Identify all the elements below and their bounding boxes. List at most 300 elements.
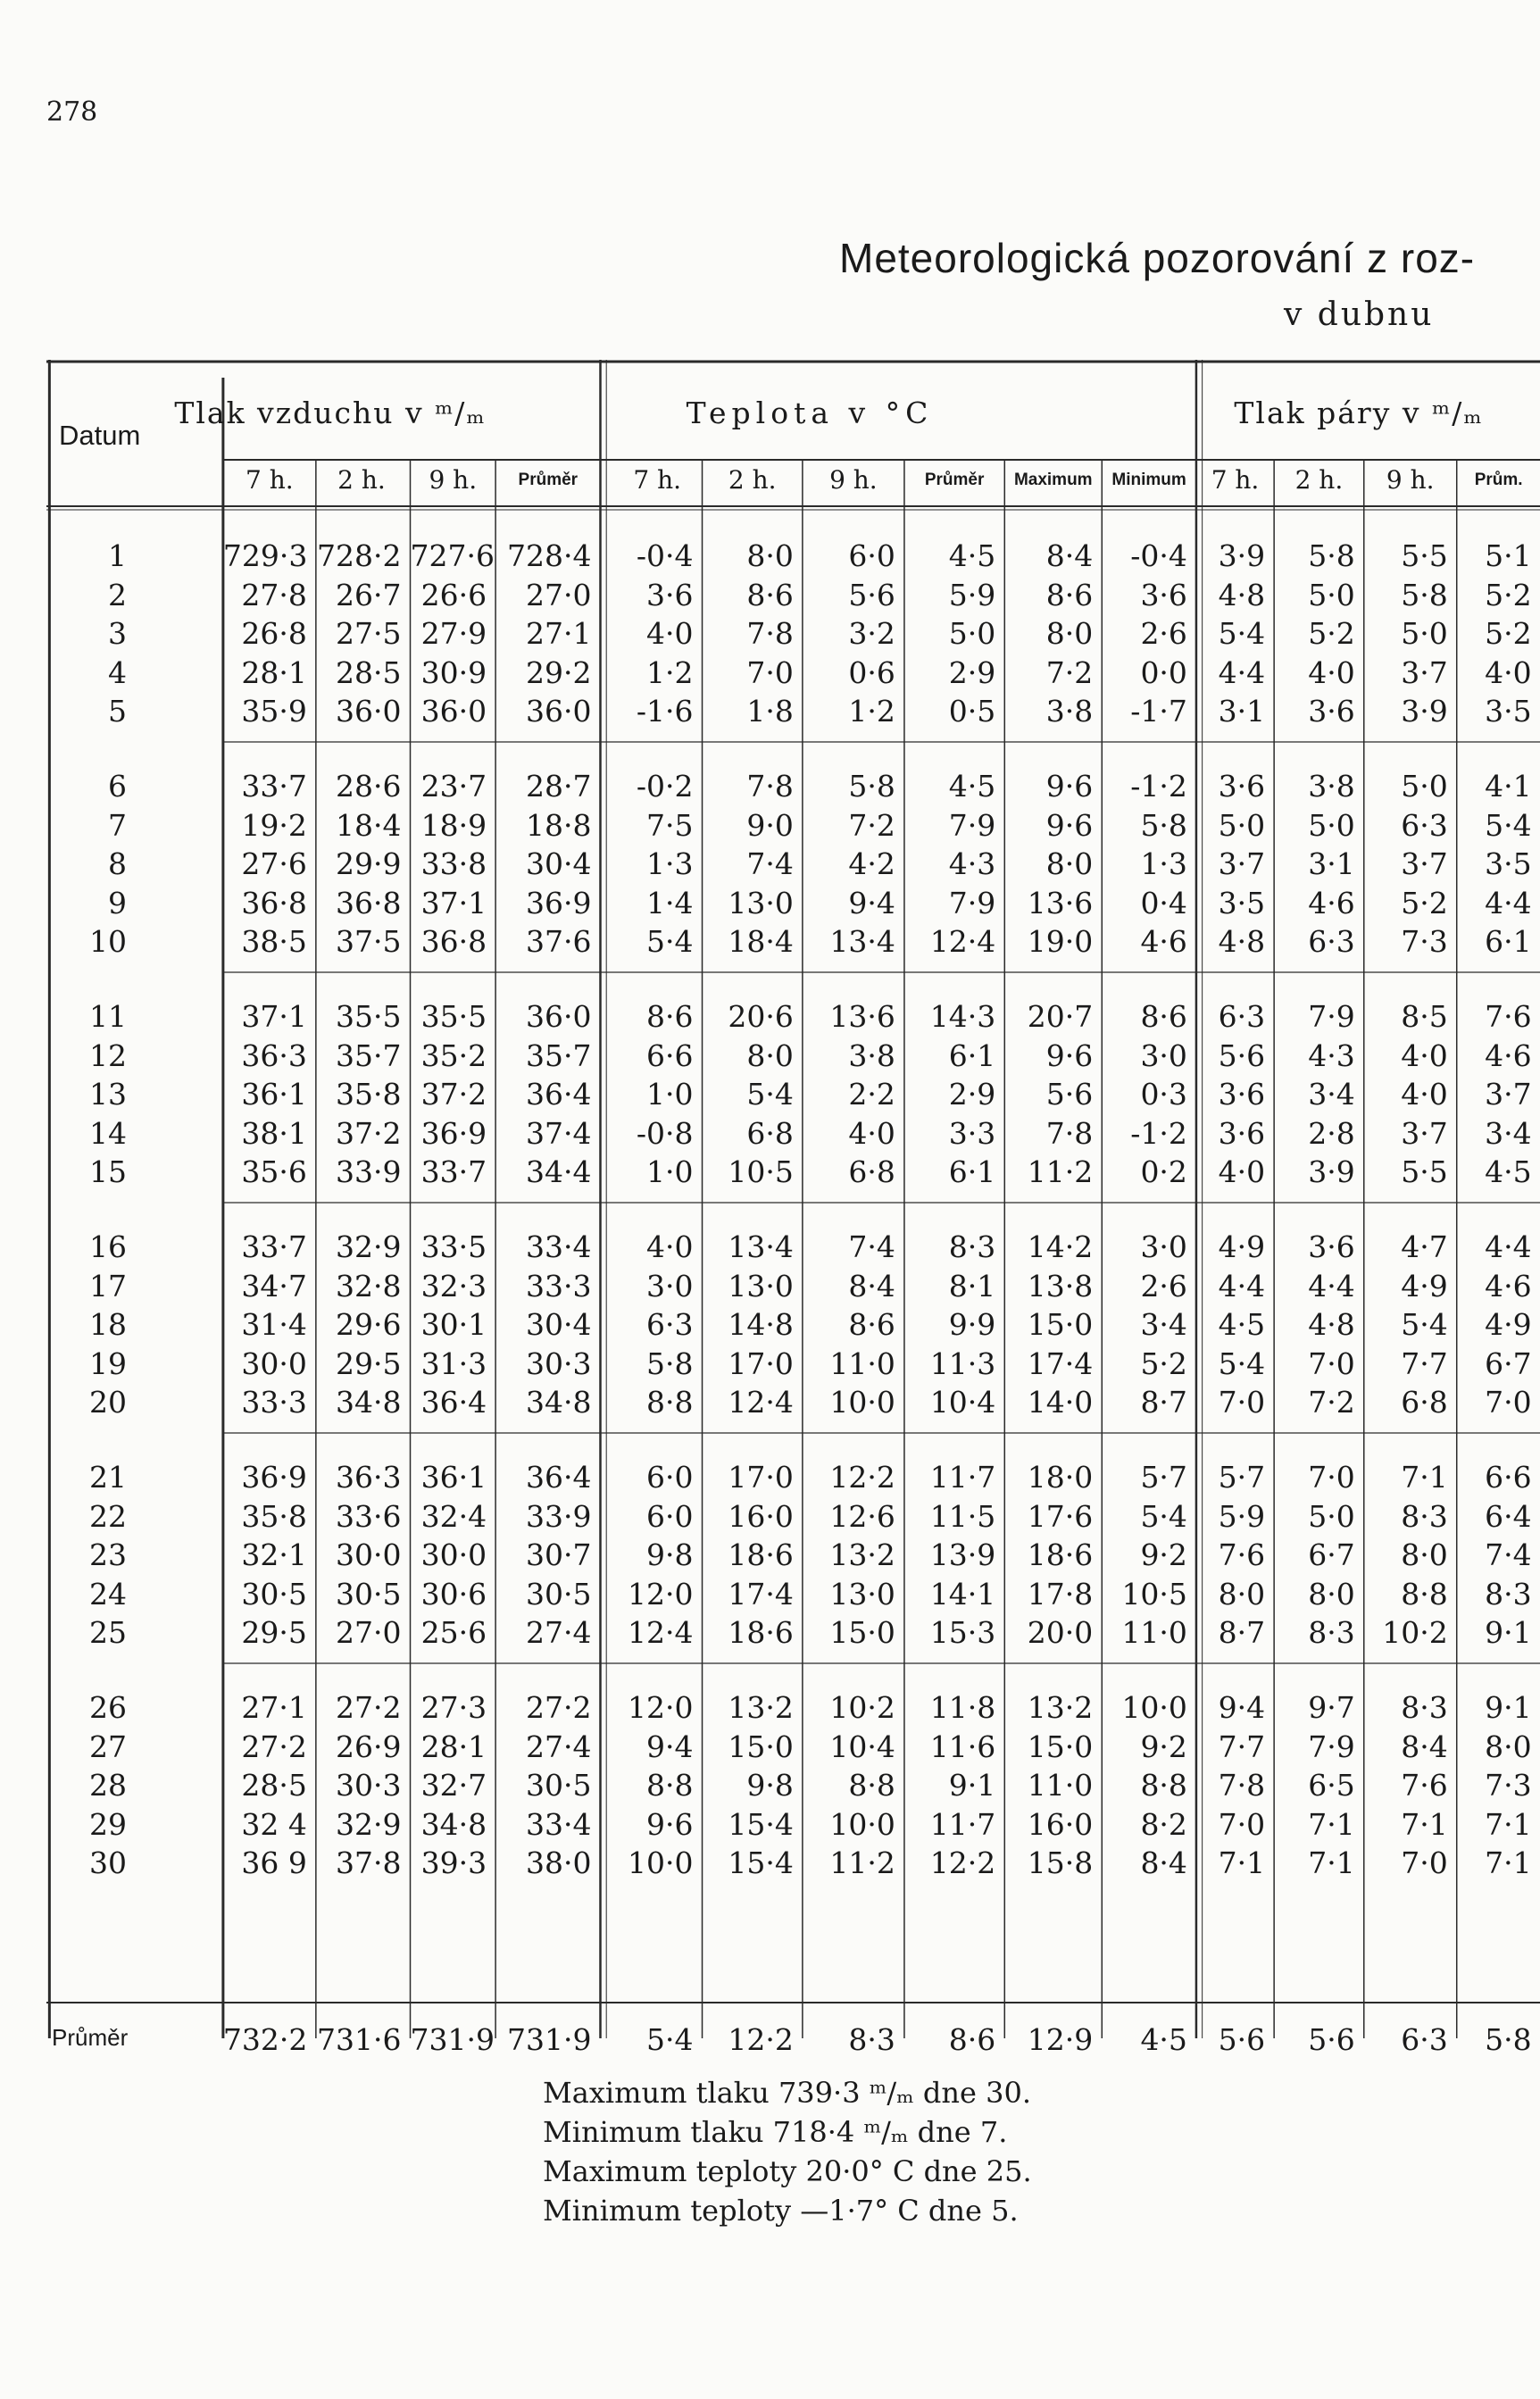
day-number: 5 (108, 694, 127, 729)
table-cell: 6·3 (1218, 999, 1266, 1034)
table-cell: 1·3 (1140, 846, 1187, 882)
table-cell: 8·0 (1308, 1576, 1355, 1612)
table-cell: 26·7 (336, 577, 402, 612)
table-cell: 4·8 (1308, 1307, 1355, 1343)
table-cell: 6·5 (1308, 1768, 1355, 1803)
table-cell: 9·1 (1485, 1690, 1532, 1725)
table-cell: 11·3 (929, 1345, 996, 1381)
table-cell: 36·0 (420, 694, 487, 729)
table-cell: 36·4 (525, 1077, 592, 1112)
table-cell: 5·0 (1401, 616, 1448, 652)
day-number: 27 (89, 1728, 127, 1764)
day-number: 21 (89, 1460, 127, 1495)
table-cell: 6·0 (646, 1498, 694, 1534)
table-cell: 7·8 (1218, 1768, 1266, 1803)
table-cell: 12·6 (829, 1498, 895, 1534)
column-header: 9 h. (1386, 465, 1435, 495)
table-cell: 1·0 (646, 1077, 694, 1112)
table-cell: 35·8 (241, 1498, 307, 1534)
table-cell: 12·0 (628, 1690, 694, 1725)
table-cell: 9·4 (646, 1728, 694, 1764)
table-cell: 10·2 (1382, 1615, 1448, 1651)
table-cell: 11·0 (829, 1345, 895, 1381)
table-cell: 14·1 (929, 1576, 996, 1612)
table-cell: 8·6 (746, 577, 794, 612)
table-cell: 4·8 (1218, 924, 1266, 960)
table-cell: 7·6 (1485, 999, 1532, 1034)
table-cell: 5·6 (1218, 1037, 1266, 1073)
table-cell: 34·8 (336, 1385, 402, 1420)
table-cell: 3·7 (1401, 654, 1448, 690)
day-number: 18 (89, 1307, 127, 1343)
table-cell: 30·0 (420, 1537, 487, 1573)
table-cell: 33·4 (525, 1229, 592, 1264)
table-cell: 7·9 (948, 885, 996, 920)
table-cell: 6·3 (646, 1307, 694, 1343)
day-number: 16 (89, 1229, 127, 1264)
table-cell: 6·7 (1308, 1537, 1355, 1573)
average-cell: 6·3 (1401, 2022, 1448, 2057)
table-cell: 17·8 (1027, 1576, 1094, 1612)
table-cell: 9·6 (1045, 1037, 1094, 1073)
day-number: 17 (89, 1268, 127, 1304)
table-cell: 12·4 (628, 1615, 694, 1651)
table-cell: 4·0 (1401, 1037, 1448, 1073)
table-cell: 3·1 (1218, 694, 1266, 729)
table-cell: 4·4 (1218, 654, 1266, 690)
table-cell: 34·8 (525, 1385, 592, 1420)
table-cell: 3·4 (1140, 1307, 1187, 1343)
table-cell: 17·4 (728, 1576, 794, 1612)
table-cell: 12·4 (728, 1385, 794, 1420)
table-cell: 30·3 (336, 1768, 402, 1803)
table-cell: 32·1 (241, 1537, 307, 1573)
table-cell: 3·9 (1218, 538, 1266, 573)
table-cell: 4·6 (1140, 924, 1187, 960)
page-subtitle: v dubnu (1284, 296, 1435, 333)
table-cell: 20·0 (1027, 1615, 1094, 1651)
table-cell: 18·6 (728, 1615, 794, 1651)
table-cell: 5·5 (1401, 538, 1448, 573)
table-cell: 11·5 (929, 1498, 996, 1534)
table-cell: 12·2 (929, 1845, 996, 1881)
column-header: 2 h. (728, 465, 777, 495)
table-cell: 27·5 (336, 616, 402, 652)
table-cell: 4·9 (1401, 1268, 1448, 1304)
table-cell: 5·2 (1308, 616, 1355, 652)
day-number: 24 (89, 1576, 127, 1612)
table-cell: 5·6 (848, 577, 895, 612)
table-cell: 13·4 (728, 1229, 794, 1264)
table-cell: 7·2 (848, 807, 895, 843)
table-cell: 6·1 (948, 1037, 996, 1073)
table-cell: 5·0 (1218, 807, 1266, 843)
table-cell: 2·6 (1140, 616, 1187, 652)
table-cell: 33·4 (525, 1806, 592, 1842)
table-cell: 27·1 (241, 1690, 307, 1725)
table-cell: 19·2 (241, 807, 307, 843)
table-cell: 9·0 (746, 807, 794, 843)
table-cell: 8·0 (1218, 1576, 1266, 1612)
table-cell: 27·3 (420, 1690, 487, 1725)
table-cell: 28·1 (241, 654, 307, 690)
table-cell: 4·0 (1485, 654, 1532, 690)
table-cell: 32·9 (336, 1229, 402, 1264)
table-cell: 38·5 (241, 924, 307, 960)
table-cell: 15·0 (1027, 1728, 1094, 1764)
table-cell: -1·2 (1130, 769, 1187, 804)
table-cell: 29·6 (336, 1307, 402, 1343)
table-cell: 5·2 (1140, 1345, 1187, 1381)
column-header: 9 h. (429, 465, 478, 495)
table-cell: 14·0 (1027, 1385, 1094, 1420)
table-cell: 33·8 (420, 846, 487, 882)
group-header-vapour: Tlak páry v ᵐ/ₘ (1234, 396, 1484, 430)
table-cell: 7·5 (646, 807, 694, 843)
table-cell: 30·5 (241, 1576, 307, 1612)
table-cell: 29·9 (336, 846, 402, 882)
table-cell: 3·6 (646, 577, 694, 612)
table-cell: 6·8 (1401, 1385, 1448, 1420)
table-cell: 2·9 (948, 1077, 996, 1112)
table-cell: 27·9 (420, 616, 487, 652)
table-cell: 17·6 (1027, 1498, 1094, 1534)
table-cell: 10·0 (1121, 1690, 1187, 1725)
table-cell: 8·1 (948, 1268, 996, 1304)
table-cell: 7·8 (1045, 1115, 1094, 1151)
table-cell: 8·8 (646, 1768, 694, 1803)
table-cell: 13·0 (728, 885, 794, 920)
table-cell: 33·9 (336, 1154, 402, 1190)
table-cell: 5·8 (848, 769, 895, 804)
table-cell: 7·4 (746, 846, 794, 882)
table-cell: 28·5 (336, 654, 402, 690)
table-cell: 5·0 (1308, 577, 1355, 612)
average-cell: 4·5 (1140, 2022, 1187, 2057)
group-header-pressure: Tlak vzduchu v ᵐ/ₘ (174, 396, 487, 430)
table-cell: 4·3 (1308, 1037, 1355, 1073)
table-cell: 33·7 (420, 1154, 487, 1190)
average-cell: 731·6 (317, 2022, 402, 2057)
average-cell: 5·6 (1308, 2022, 1355, 2057)
table-cell: 0·2 (1140, 1154, 1187, 1190)
table-cell: 13·6 (1027, 885, 1094, 920)
table-cell: 8·0 (1045, 846, 1094, 882)
table-cell: 7·1 (1401, 1460, 1448, 1495)
table-cell: 6·4 (1485, 1498, 1532, 1534)
day-number: 22 (89, 1498, 127, 1534)
day-number: 8 (108, 846, 127, 882)
table-cell: 18·8 (525, 807, 592, 843)
table-cell: 7·0 (1218, 1385, 1266, 1420)
table-cell: 11·2 (829, 1845, 895, 1881)
table-cell: 1·0 (646, 1154, 694, 1190)
table-cell: -0·4 (1130, 538, 1187, 573)
table-cell: 35·5 (336, 999, 402, 1034)
table-cell: 8·0 (746, 538, 794, 573)
table-cell: 4·0 (1401, 1077, 1448, 1112)
table-cell: 5·4 (1401, 1307, 1448, 1343)
table-cell: 9·1 (948, 1768, 996, 1803)
table-cell: 15·4 (728, 1845, 794, 1881)
table-cell: 32·8 (336, 1268, 402, 1304)
day-number: 12 (89, 1037, 127, 1073)
column-header: Maximum (1013, 471, 1093, 489)
average-cell: 5·4 (646, 2022, 694, 2057)
table-cell: 8·3 (1485, 1576, 1532, 1612)
table-cell: 5·4 (1218, 1345, 1266, 1381)
table-cell: 13·4 (829, 924, 895, 960)
table-cell: 8·3 (948, 1229, 996, 1264)
table-cell: 3·7 (1401, 846, 1448, 882)
table-cell: -0·8 (636, 1115, 694, 1151)
table-cell: 36·4 (525, 1460, 592, 1495)
table-cell: 3·6 (1308, 694, 1355, 729)
table-cell: 3·7 (1218, 846, 1266, 882)
table-cell: 4·7 (1401, 1229, 1448, 1264)
table-cell: 36·0 (336, 694, 402, 729)
day-number: 25 (89, 1615, 127, 1651)
table-cell: 9·4 (1218, 1690, 1266, 1725)
table-cell: 5·6 (1045, 1077, 1094, 1112)
table-cell: 5·4 (1218, 616, 1266, 652)
table-cell: 13·2 (728, 1690, 794, 1725)
day-number: 19 (89, 1345, 127, 1381)
table-cell: 7·6 (1401, 1768, 1448, 1803)
table-cell: 23·7 (420, 769, 487, 804)
table-cell: 37·1 (241, 999, 307, 1034)
table-cell: 6·7 (1485, 1345, 1532, 1381)
table-cell: 11·7 (929, 1460, 996, 1495)
column-header: Minimum (1111, 471, 1186, 489)
table-cell: 13·0 (829, 1576, 895, 1612)
table-cell: 6·6 (1485, 1460, 1532, 1495)
table-cell: 33·6 (336, 1498, 402, 1534)
column-header: Průměr (924, 471, 985, 489)
table-cell: 8·2 (1140, 1806, 1187, 1842)
table-cell: 7·8 (746, 769, 794, 804)
table-cell: 5·8 (1308, 538, 1355, 573)
table-cell: 5·5 (1401, 1154, 1448, 1190)
table-cell: 30·7 (525, 1537, 592, 1573)
table-cell: 5·2 (1401, 885, 1448, 920)
table-cell: 13·8 (1027, 1268, 1094, 1304)
day-number: 1 (108, 538, 127, 573)
column-header: 9 h. (829, 465, 878, 495)
table-cell: 5·0 (1308, 807, 1355, 843)
table-cell: 30·5 (336, 1576, 402, 1612)
table-cell: 9·2 (1140, 1728, 1187, 1764)
day-number: 28 (89, 1768, 127, 1803)
table-cell: 4·9 (1218, 1229, 1266, 1264)
table-cell: 6·8 (848, 1154, 895, 1190)
table-cell: 5·2 (1485, 577, 1532, 612)
table-cell: 8·8 (848, 1768, 895, 1803)
table-cell: 6·3 (1308, 924, 1355, 960)
table-cell: 7·1 (1485, 1845, 1532, 1881)
table-cell: 2·9 (948, 654, 996, 690)
table-cell: 7·7 (1401, 1345, 1448, 1381)
table-cell: 33·7 (241, 769, 307, 804)
table-cell: 8·4 (1401, 1728, 1448, 1764)
table-cell: 18·4 (728, 924, 794, 960)
table-cell: 36·8 (336, 885, 402, 920)
table-cell: 8·3 (1308, 1615, 1355, 1651)
table-cell: 3·0 (1140, 1229, 1187, 1264)
table-cell: 30·1 (420, 1307, 487, 1343)
table-cell: 7·7 (1218, 1728, 1266, 1764)
table-cell: 5·8 (1140, 807, 1187, 843)
table-cell: 35·5 (420, 999, 487, 1034)
table-cell: 14·3 (929, 999, 996, 1034)
table-cell: 36·8 (420, 924, 487, 960)
table-cell: 37·8 (336, 1845, 402, 1881)
table-cell: 36·0 (525, 694, 592, 729)
table-cell: 30·5 (525, 1576, 592, 1612)
table-cell: 9·6 (1045, 769, 1094, 804)
table-cell: 36·3 (241, 1037, 307, 1073)
table-cell: 4·4 (1485, 1229, 1532, 1264)
table-cell: 10·4 (829, 1728, 895, 1764)
table-cell: 27·1 (525, 616, 592, 652)
table-cell: 5·7 (1140, 1460, 1187, 1495)
table-cell: 34·8 (420, 1806, 487, 1842)
table-cell: 27·8 (241, 577, 307, 612)
observation-table (46, 360, 1540, 2253)
average-cell: 8·6 (948, 2022, 996, 2057)
table-cell: 9·8 (646, 1537, 694, 1573)
table-cell: 15·8 (1027, 1845, 1094, 1881)
note-min-temperature: Minimum teploty —1·7° C dne 5. (543, 2194, 1019, 2228)
group-header-temperature: Teplota v °C (686, 396, 934, 430)
table-cell: 3·6 (1308, 1229, 1355, 1264)
table-cell: 12·2 (829, 1460, 895, 1495)
table-cell: 8·6 (848, 1307, 895, 1343)
table-cell: 20·7 (1027, 999, 1094, 1034)
table-cell: 3·6 (1218, 1115, 1266, 1151)
table-cell: 6·0 (848, 538, 895, 573)
table-cell: 2·6 (1140, 1268, 1187, 1304)
table-cell: 18·4 (336, 807, 402, 843)
table-cell: 3·3 (948, 1115, 996, 1151)
table-cell: 8·3 (1401, 1498, 1448, 1534)
table-cell: 8·0 (746, 1037, 794, 1073)
table-cell: 3·6 (1218, 769, 1266, 804)
average-cell: 732·2 (222, 2022, 308, 2057)
day-number: 26 (89, 1690, 127, 1725)
table-cell: 5·4 (646, 924, 694, 960)
table-cell: 7·0 (1485, 1385, 1532, 1420)
table-cell: 36·1 (241, 1077, 307, 1112)
table-cell: 6·1 (948, 1154, 996, 1190)
table-cell: 9·9 (948, 1307, 996, 1343)
table-cell: 8·7 (1140, 1385, 1187, 1420)
table-cell: 26·6 (420, 577, 487, 612)
table-cell: 28·7 (525, 769, 592, 804)
table-cell: 8·8 (1140, 1768, 1187, 1803)
table-cell: 727·6 (410, 538, 495, 573)
table-cell: 13·6 (829, 999, 895, 1034)
table-cell: 4·1 (1485, 769, 1532, 804)
table-cell: 19·0 (1027, 924, 1094, 960)
table-cell: 1·3 (646, 846, 694, 882)
note-min-pressure: Minimum tlaku 718·4 ᵐ/ₘ dne 7. (543, 2115, 1008, 2149)
table-cell: 3·8 (1308, 769, 1355, 804)
table-cell: 8·8 (646, 1385, 694, 1420)
table-cell: 37·1 (420, 885, 487, 920)
table-cell: 7·0 (1218, 1806, 1266, 1842)
table-cell: 10·5 (728, 1154, 794, 1190)
average-cell: 731·9 (506, 2022, 592, 2057)
average-cell: 731·9 (410, 2022, 495, 2057)
page-title: Meteorologická pozorování z roz- (839, 235, 1476, 281)
day-number: 2 (108, 577, 127, 612)
table-cell: 4·0 (646, 1229, 694, 1264)
table-cell: 10·2 (829, 1690, 895, 1725)
table-cell: 38·0 (525, 1845, 592, 1881)
table-cell: 8·4 (848, 1268, 895, 1304)
table-cell: 3·8 (1045, 694, 1094, 729)
table-cell: 26·8 (241, 616, 307, 652)
table-cell: 10·4 (929, 1385, 996, 1420)
page-number: 278 (46, 96, 98, 128)
table-cell: 3·4 (1485, 1115, 1532, 1151)
table-cell: 33·5 (420, 1229, 487, 1264)
table-cell: 5·9 (948, 577, 996, 612)
table-cell: 14·8 (728, 1307, 794, 1343)
table-cell: 25·6 (420, 1615, 487, 1651)
table-cell: 27·0 (525, 577, 592, 612)
table-cell: 8·4 (1045, 538, 1094, 573)
table-cell: 15·0 (1027, 1307, 1094, 1343)
table-cell: -1·7 (1130, 694, 1187, 729)
table-cell: 16·0 (728, 1498, 794, 1534)
table-cell: 34·7 (241, 1268, 307, 1304)
table-cell: 1·4 (646, 885, 694, 920)
day-number: 11 (89, 999, 127, 1034)
table-cell: 39·3 (420, 1845, 487, 1881)
table-cell: 728·2 (317, 538, 402, 573)
table-cell: 11·0 (1027, 1768, 1094, 1803)
table-cell: 35·7 (525, 1037, 592, 1073)
table-cell: 32·9 (336, 1806, 402, 1842)
day-number: 23 (89, 1537, 127, 1573)
table-cell: 7·1 (1485, 1806, 1532, 1842)
table-cell: 17·4 (1027, 1345, 1094, 1381)
table-cell: 30·0 (336, 1537, 402, 1573)
table-cell: 33·7 (241, 1229, 307, 1264)
table-cell: 4·0 (1218, 1154, 1266, 1190)
table-cell: 3·7 (1485, 1077, 1532, 1112)
table-cell: 729·3 (222, 538, 308, 573)
table-cell: 7·0 (1308, 1460, 1355, 1495)
table-cell: 3·8 (848, 1037, 895, 1073)
table-cell: 5·2 (1485, 616, 1532, 652)
table-cell: 36·9 (525, 885, 592, 920)
table-cell: 3·6 (1218, 1077, 1266, 1112)
table-cell: 0·0 (1140, 654, 1187, 690)
table-cell: 4·8 (1218, 577, 1266, 612)
table-cell: 6·3 (1401, 807, 1448, 843)
table-cell: 37·2 (420, 1077, 487, 1112)
table-cell: 8·7 (1218, 1615, 1266, 1651)
table-cell: 37·2 (336, 1115, 402, 1151)
table-cell: -1·2 (1130, 1115, 1187, 1151)
table-cell: 8·8 (1401, 1576, 1448, 1612)
table-cell: 32·7 (420, 1768, 487, 1803)
table-cell: 4·4 (1308, 1268, 1355, 1304)
table-cell: 31·4 (241, 1307, 307, 1343)
